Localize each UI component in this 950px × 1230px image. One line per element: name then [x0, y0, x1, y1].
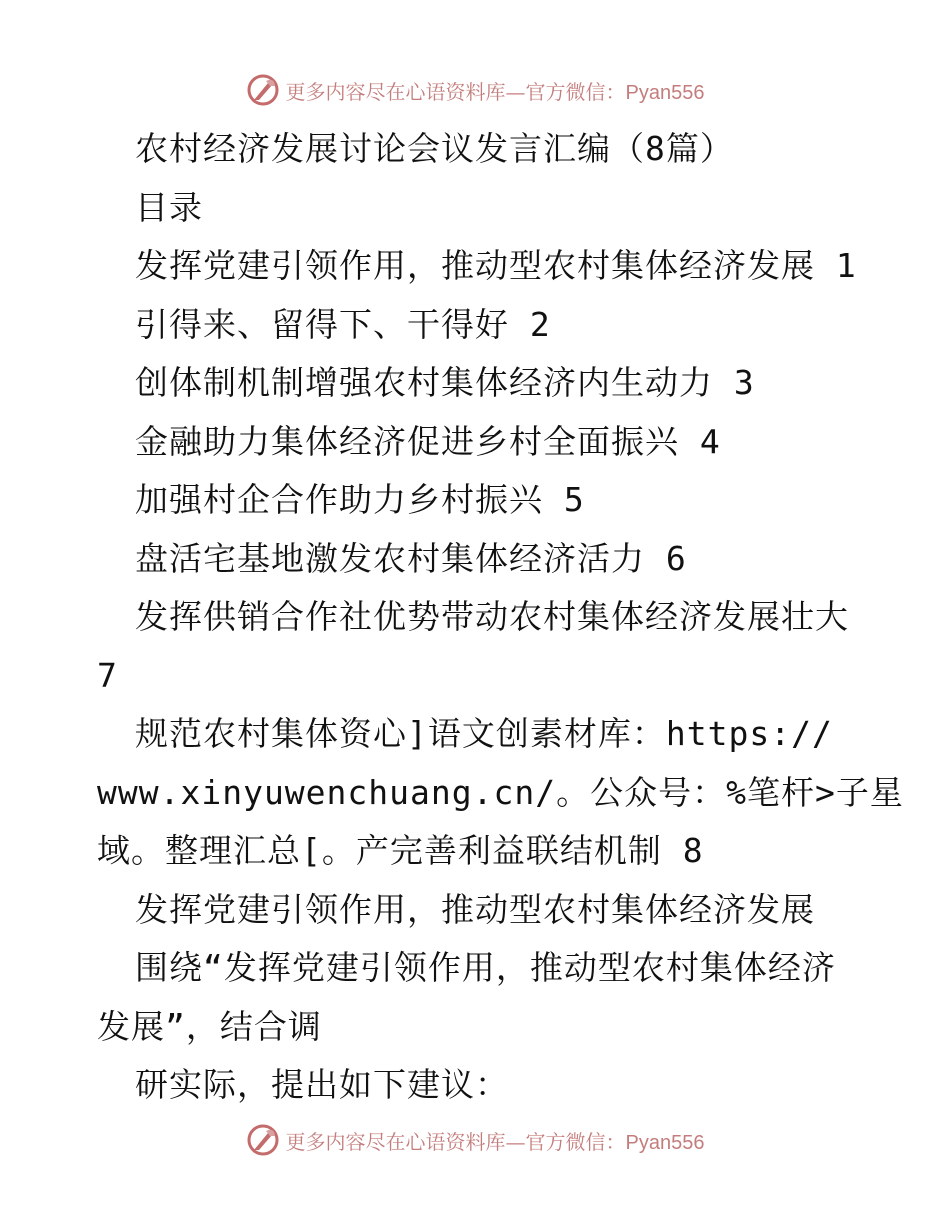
document-body [97, 120, 904, 1115]
banner-account: Pyan556 [625, 81, 705, 104]
document-title: 农村经济发展讨论会议发言汇编（8篇） [135, 129, 734, 168]
toc-line: 发挥供销合作社优势带动农村集体经济发展壮大 [135, 597, 849, 636]
toc-line: 加强村企合作助力乡村振兴 5 [135, 480, 585, 519]
banner-text: 更多内容尽在心语资料库—官方微信：Pyan556 [285, 1129, 705, 1154]
banner-account: Pyan556 [625, 1131, 705, 1154]
toc-line: 引得来、留得下、干得好 2 [135, 304, 551, 344]
quill-logo-icon [246, 1123, 280, 1157]
body-paragraph-line: 围绕“发挥党建引领作用，推动型农村集体经济 [135, 948, 836, 987]
body-paragraph-line: 研实际，提出如下建议： [135, 1065, 509, 1104]
toc-heading: 目录 [135, 187, 203, 227]
toc-line: 金融助力集体经济促进乡村全面振兴 4 [135, 421, 721, 461]
toc-line: 发挥党建引领作用，推动型农村集体经济发展 1 [135, 246, 857, 285]
toc-line: 规范农村集体资心]语文创素材库：https:// [135, 714, 833, 753]
banner-text: 更多内容尽在心语资料库—官方微信：Pyan556 [285, 79, 705, 104]
quill-logo-icon [246, 73, 280, 107]
section-title: 发挥党建引领作用，推动型农村集体经济发展 [135, 889, 815, 929]
body-paragraph-line: 发展”，结合调 [97, 1006, 322, 1046]
toc-line-continuation: 7 [97, 655, 118, 695]
toc-line: 创体制机制增强农村集体经济内生动力 3 [135, 363, 755, 402]
toc-line-continuation: 域。整理汇总[。产完善利益联结机制 8 [97, 831, 704, 870]
toc-line: 盘活宅基地激发农村集体经济活力 6 [135, 538, 687, 578]
toc-line-continuation: www.xinyuwenchuang.cn/。公众号：%笔杆>子星 [97, 772, 904, 812]
footer-watermark-banner [0, 1120, 950, 1160]
header-watermark-banner [0, 70, 950, 110]
